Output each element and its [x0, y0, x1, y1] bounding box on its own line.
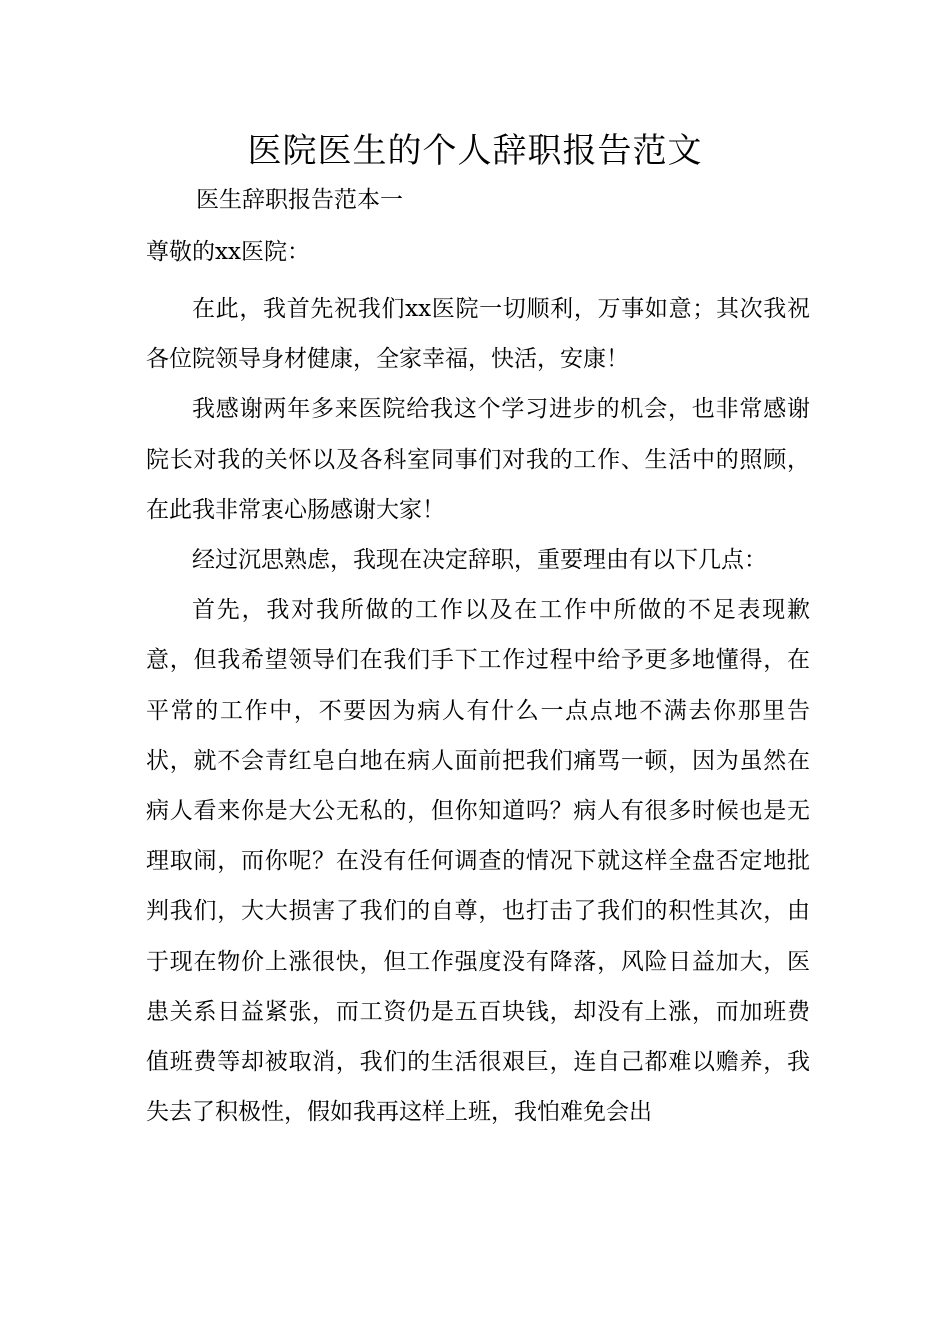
paragraph: 我感谢两年多来医院给我这个学习进步的机会，也非常感谢院长对我的关怀以及各科室同事们对我的工作、生活中的照顾，在此我非常衷心肠感谢大家！	[146, 396, 810, 523]
document-title: 医院医生的个人辞职报告范文	[247, 131, 703, 171]
salutation: 尊敬的xx医院：	[146, 239, 310, 265]
document-body	[146, 284, 810, 1137]
paragraph: 首先，我对我所做的工作以及在工作中所做的不足表现歉意，但我希望领导们在我们手下工作过程中给予更多地懂得，在平常的工作中，不要因为病人有什么一点点地不满去你那里告状，就不会青红皂白地在病人面前把我们痛骂一顿，因为虽然在病人看来你是大公无私的，但你知道吗？病人有很多时候也是无理取闹，而你呢？在没有任何调查的情况下就这样全盘否定地批判我们，大大损害了我们的自尊，也打击了我们的积性其次，由于现在物价上涨很快，但工作强度没有降落，风险日益加大，医患关系日益紧张，而工资仍是五百块钱，却没有上涨，而加班费值班费等却被取消，我们的生活很艰巨，连自己都难以赡养，我失去了积极性，假如我再这样上班，我怕难免会出	[146, 597, 810, 1126]
paragraph: 经过沉思熟虑，我现在决定辞职，重要理由有以下几点：	[192, 547, 767, 574]
paragraph: 在此，我首先祝我们xx医院一切顺利，万事如意；其次我祝各位院领导身材健康，全家幸福，快活，安康！	[146, 296, 810, 373]
document-subtitle: 医生辞职报告范本一	[196, 187, 403, 213]
